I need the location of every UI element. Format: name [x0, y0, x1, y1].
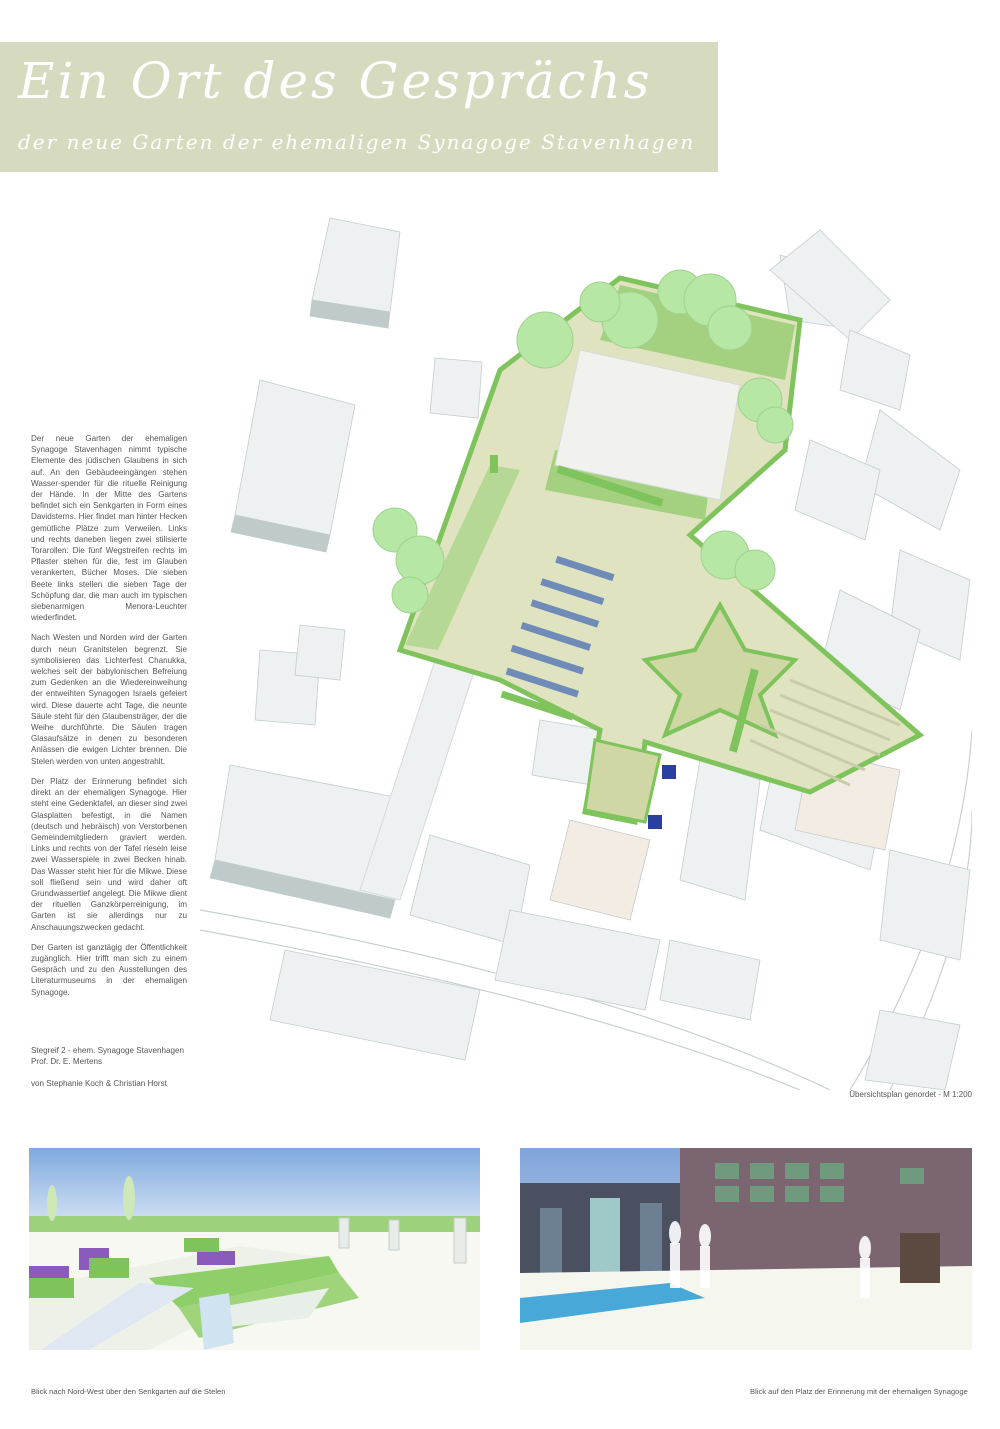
tree: [757, 407, 793, 443]
building: [495, 910, 660, 1010]
building: [295, 625, 345, 680]
tree: [735, 550, 775, 590]
tree: [392, 577, 428, 613]
synagogue-building: [550, 820, 650, 920]
plan-caption: Übersichtsplan genordet - M 1:200: [849, 1090, 972, 1099]
rendering-memorial-place-image: [520, 1148, 972, 1350]
description-text: [31, 433, 187, 1007]
rendering-sunken-garden-caption: Blick nach Nord-West über den Senkgarten auf die Stelen: [31, 1387, 226, 1396]
building: [865, 1010, 960, 1090]
tree: [396, 536, 444, 584]
paragraph-3: Der Platz der Erinnerung befindet sich direkt an der ehemaligen Synagoge. Hier steht eine Gedenktafel, an dieser sind zwei Glasplatten befestigt, in die Namen (deutsch und hebräisch) von Verstorbenen Gemeindemitgliedern graviert werden. Links und rechts von der Tafel rieseln leise zwei Wasserspiele in zwei Becken hinab. Das Wasser steht hier für die Mikwe. Diese soll fließend sein und wird daher oft Grundwassertief angelegt. Die Mikwe dient der rituellen Ganzkörperreinigung, im Garten ist sie allerdings nur zu Anschauungszwecken gedacht.: [31, 776, 187, 932]
building: [312, 218, 400, 312]
building: [880, 850, 970, 960]
building: [840, 330, 910, 410]
memorial-place: [585, 740, 660, 822]
building: [660, 940, 760, 1020]
rendering-memorial-place-caption: Blick auf den Platz der Erinnerung mit der ehemaligen Synagoge: [750, 1387, 968, 1396]
credits-professor: Prof. Dr. E. Mertens: [31, 1057, 103, 1067]
tree: [580, 282, 620, 322]
rendering-sunken-garden-image: [29, 1148, 480, 1350]
hedge: [490, 455, 498, 473]
tree: [517, 312, 573, 368]
water-basin: [648, 815, 662, 829]
building: [680, 760, 760, 900]
paragraph-1: Der neue Garten der ehemaligen Synagoge Stavenhagen nimmt typische Elemente des jüdischen Glaubens in sich auf. An den Gebäudeeingängen stehen Wasser-spender für die rituelle Reinigung der Hände. In der Mitte des Gartens befindet sich ein Senkgarten in Form eines Davidsterns. Hier findet man hinter Hecken gemütliche Plätze zum Verweilen. Links und rechts daneben liegen zwei stilisierte Torarollen: Die fünf Wegstreifen rechts im Pflaster stehen für die, fest im Glauben verankerten, Bücher Moses. Die sieben Beete links stellen die sieben Tage der Schöpfung dar, die man auch im typischen siebenarmigen Menora-Leuchter wiederfindet.: [31, 434, 187, 623]
credits: [31, 1045, 201, 1090]
building: [430, 358, 482, 418]
building: [270, 950, 480, 1060]
poster-title: Ein Ort des Gesprächs: [18, 52, 653, 110]
building: [235, 380, 355, 535]
poster-subtitle: der neue Garten der ehemaligen Synagoge Stavenhagen: [18, 130, 696, 154]
credits-course: Stegreif 2 - ehem. Synagoge Stavenhagen: [31, 1046, 184, 1055]
site-plan: [200, 210, 972, 1090]
paragraph-4: Der Garten ist ganztägig der Öffentlichkeit zugänglich. Hier trifft man sich zu einem Gespräch und zu den Ausstellungen des Literaturmuseums in der ehemaligen Synagoge.: [31, 942, 187, 997]
credits-authors: von Stephanie Koch & Christian Horst: [31, 1079, 167, 1089]
building: [795, 440, 880, 540]
rendering-sunken-garden: [29, 1148, 480, 1350]
tree: [708, 306, 752, 350]
water-basin: [662, 765, 676, 779]
rendering-memorial-place: [520, 1148, 972, 1350]
paragraph-2: Nach Westen und Norden wird der Garten durch neun Granitstelen begrenzt. Sie symbolisieren das Lichterfest Chanukka, welches seit der babylonischen Befreiung zum Gedenken an die Wiedereinweihung der entweihten Synagogen Israels gefeiert wird. Diese dauerte acht Tage, die neunte Säule steht für den Glaubensträger, der die Weihe durchführte. Die Säulen tragen Glasaufsätze in denen zu besonderen Anlässen die ewigen Lichter brennen. Die Stelen werden von unten angestrahlt.: [31, 633, 187, 766]
